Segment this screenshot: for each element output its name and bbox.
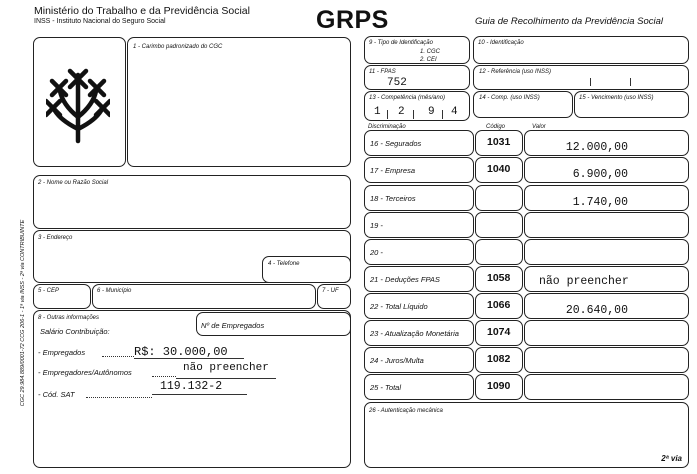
box26-label: 26 - Autenticação mecânica — [369, 408, 443, 414]
row-code-cell — [475, 185, 523, 211]
row-code-cell — [475, 347, 523, 373]
row-label-cell — [364, 293, 474, 319]
column-valor: Valor — [532, 124, 546, 130]
empregados-value[interactable]: R$: 30.000,00 — [134, 345, 228, 359]
row-code: 1031 — [487, 136, 511, 148]
row-label: 20 - — [370, 248, 383, 257]
row-code-cell — [475, 157, 523, 183]
row-label: 19 - — [370, 221, 383, 230]
competencia-digit: 4 — [451, 106, 458, 118]
row-value[interactable]: 1.740,00 — [572, 196, 628, 209]
box9-option-cei: 2. CEI — [420, 57, 437, 63]
row-label-cell — [364, 212, 474, 238]
row-code: 1074 — [487, 326, 511, 338]
row-code-cell — [475, 212, 523, 238]
sat-dots — [86, 397, 152, 398]
column-codigo: Código — [486, 124, 506, 130]
authentication-box — [364, 402, 689, 468]
row-label: 21 - Deduções FPAS — [370, 275, 440, 284]
sat-label: - Cód. SAT — [38, 390, 75, 399]
id-type-box[interactable] — [364, 36, 470, 64]
competencia-digit: 2 — [398, 106, 405, 118]
row-value-cell[interactable] — [524, 374, 689, 400]
row-label: 18 - Terceiros — [370, 194, 416, 203]
row-value-cell[interactable] — [524, 320, 689, 346]
row-label-cell — [364, 320, 474, 346]
ministry-title: Ministério do Trabalho e da Previdência Social — [34, 5, 250, 17]
row-value-cell[interactable] — [524, 347, 689, 373]
row-value[interactable]: não preencher — [539, 275, 629, 288]
row-code-cell — [475, 266, 523, 292]
row-code: 1066 — [487, 299, 511, 311]
fpas-box[interactable] — [364, 65, 470, 90]
row-code: 1040 — [487, 163, 511, 175]
row-label-cell — [364, 157, 474, 183]
form-code: GRPS — [316, 6, 389, 34]
row-label: 17 - Empresa — [370, 166, 416, 175]
reference-tick-1 — [590, 78, 591, 86]
row-label-cell — [364, 266, 474, 292]
box13-label: 13 - Competência (mês/ano) — [369, 95, 446, 101]
box9-option-cgc: 1. CGC — [420, 49, 441, 55]
row-value-cell[interactable] — [524, 266, 689, 292]
phone-box[interactable] — [262, 256, 351, 283]
sat-value[interactable]: 119.132-2 — [160, 380, 223, 393]
row-code: 1058 — [487, 272, 511, 284]
identification-box[interactable] — [473, 36, 689, 64]
box3-label: 3 - Endereço — [38, 235, 73, 241]
box1-label: 1 - Carimbo padronizado do CGC — [133, 44, 223, 50]
margin-text: CGC 29.984.889/0001-72 CCG 206-1 - 1ª via INSS - 2ª via CONTRIBUINTE — [20, 219, 26, 407]
municipio-box[interactable] — [92, 284, 316, 309]
row-label: 22 - Total Líquido — [370, 302, 428, 311]
row-label: 24 - Juros/Multa — [370, 356, 424, 365]
competencia-digit: 1 — [374, 106, 381, 118]
row-code-cell — [475, 130, 523, 156]
employees-count-label: Nº de Empregados — [201, 321, 265, 330]
box7-label: 7 - UF — [322, 288, 339, 294]
autonomos-label: - Empregadores/Autônomos — [38, 368, 132, 377]
row-label: 23 - Atualização Monetária — [370, 329, 459, 338]
sat-underline — [152, 394, 247, 395]
row-label-cell — [364, 347, 474, 373]
row-value-cell[interactable] — [524, 130, 689, 156]
box14-label: 14 - Comp. (uso INSS) — [479, 95, 540, 101]
reference-box — [473, 65, 689, 90]
row-code-cell — [475, 293, 523, 319]
competencia-tick — [442, 110, 443, 119]
via-label: 2ª via — [661, 454, 682, 463]
competencia-box[interactable] — [364, 91, 470, 121]
row-code-cell — [475, 320, 523, 346]
box2-label: 2 - Nome ou Razão Social — [38, 180, 109, 186]
autonomos-value[interactable]: não preencher — [183, 362, 269, 374]
cgc-box[interactable] — [127, 37, 351, 167]
form-name: Guia de Recolhimento da Previdência Social — [475, 16, 663, 27]
row-code: 1082 — [487, 353, 511, 365]
row-value-cell[interactable] — [524, 157, 689, 183]
competencia-tick — [413, 110, 414, 119]
row-label-cell — [364, 374, 474, 400]
salario-label: Salário Contribuição: — [40, 327, 110, 336]
comp-inss-box — [473, 91, 573, 118]
box4-label: 4 - Telefone — [268, 261, 300, 267]
row-value-cell[interactable] — [524, 293, 689, 319]
name-box[interactable] — [33, 175, 351, 229]
autonomos-dots — [152, 376, 176, 377]
autonomos-underline — [176, 378, 276, 379]
cgc-stamp-box — [33, 37, 126, 167]
box5-label: 5 - CEP — [38, 288, 60, 294]
cep-box[interactable] — [33, 284, 91, 309]
fpas-value[interactable]: 752 — [387, 77, 407, 89]
box11-label: 11 - FPAS — [369, 69, 396, 75]
row-value[interactable]: 12.000,00 — [565, 141, 628, 154]
reference-tick-2 — [630, 78, 631, 86]
box6-label: 6 - Município — [97, 288, 132, 294]
employees-count-box[interactable] — [196, 312, 351, 336]
row-label-cell — [364, 130, 474, 156]
row-value-cell[interactable] — [524, 239, 689, 265]
box12-label: 12 - Referência (uso INSS) — [479, 69, 552, 75]
column-discriminacao: Discriminação — [368, 124, 406, 130]
competencia-tick — [387, 110, 388, 119]
box10-label: 10 - Identificação — [478, 40, 524, 46]
row-value[interactable]: 20.640,00 — [565, 304, 628, 317]
row-label: 16 - Segurados — [370, 139, 422, 148]
row-code-cell — [475, 374, 523, 400]
row-value-cell[interactable] — [524, 185, 689, 211]
box8-label: 8 - Outras informações — [38, 315, 100, 321]
competencia-digit: 9 — [428, 106, 435, 118]
row-value[interactable]: 6.900,00 — [572, 168, 628, 181]
empregados-label: - Empregados — [38, 348, 86, 357]
institute-title: INSS - Instituto Nacional do Seguro Social — [34, 18, 166, 25]
box15-label: 15 - Vencimento (uso INSS) — [579, 95, 654, 101]
row-code-cell — [475, 239, 523, 265]
empregados-underline — [134, 358, 244, 359]
row-code: 1090 — [487, 380, 511, 392]
box9-label: 9 - Tipo de Identificação — [369, 40, 433, 46]
empregados-dots — [102, 356, 134, 357]
vencimento-box — [574, 91, 689, 118]
row-label-cell — [364, 185, 474, 211]
row-label: 25 - Total — [370, 383, 401, 392]
uf-box[interactable] — [317, 284, 351, 309]
row-value-cell[interactable] — [524, 212, 689, 238]
inss-logo-icon — [46, 65, 110, 145]
row-label-cell — [364, 239, 474, 265]
